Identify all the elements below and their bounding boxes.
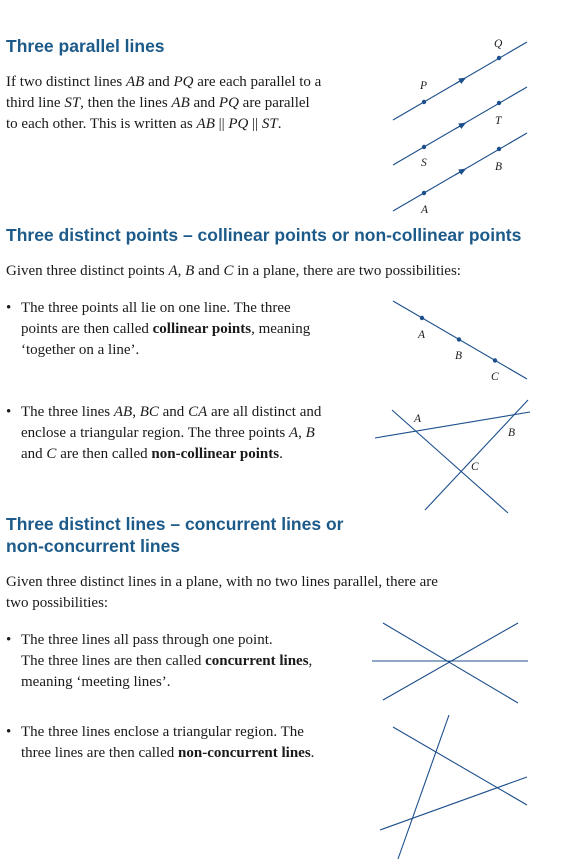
- bullet-non-collinear: [6, 402, 321, 465]
- parallel-lines-figure: [385, 35, 535, 220]
- bullet-concurrent: [6, 630, 312, 693]
- point-c: [493, 358, 497, 362]
- parallel-lines-paragraph: If two distinct lines AB and PQ are each parallel to a third line ST, then the lines AB and PQ are parallel to each other. This is written as AB || PQ || ST.: [6, 74, 322, 132]
- non-concurrent-line-2: [380, 777, 527, 830]
- collinear-points-figure: [385, 295, 535, 385]
- label-a: A: [418, 329, 426, 341]
- label-s: S: [421, 157, 427, 169]
- distinct-points-intro: Given three distinct points A, B and C in a plane, there are two possibilities:: [6, 263, 461, 279]
- section-heading-parallel-lines: Three parallel lines: [6, 36, 165, 56]
- label-p: P: [420, 80, 428, 92]
- point-b: [457, 337, 461, 341]
- bullet-text: The three lines AB, BC and CA are all distinct and enclose a triangular region. The three points A, B and C are then called non-collinear points.: [21, 404, 322, 462]
- bullet-collinear: [6, 298, 310, 361]
- section-heading-distinct-points: Three distinct points – collinear points or non-collinear points: [6, 225, 522, 245]
- point-a: [420, 316, 424, 320]
- point-b: [497, 147, 501, 151]
- concurrent-lines-figure: [368, 618, 533, 708]
- bullet-text: The three lines enclose a triangular region. The three lines are then called non-concurrent lines.: [21, 724, 315, 761]
- label-a: A: [414, 413, 422, 425]
- bullet-text: The three lines all pass through one point. The three lines are then called concurrent lines, meaning ‘meeting lines’.: [21, 632, 313, 690]
- bullet-non-concurrent: [6, 722, 314, 764]
- distinct-lines-intro: Given three distinct lines in a plane, with no two lines parallel, there are two possibilities:: [6, 574, 438, 611]
- non-collinear-points-figure: [370, 400, 535, 515]
- section-heading-distinct-lines: Three distinct lines – concurrent lines or non-concurrent lines: [6, 514, 344, 556]
- point-p: [422, 100, 426, 104]
- point-a: [422, 191, 426, 195]
- bullet-dot: •: [6, 724, 12, 740]
- point-q: [497, 56, 501, 60]
- non-concurrent-lines-figure: [375, 712, 535, 862]
- label-c: C: [491, 371, 499, 383]
- bullet-dot: •: [6, 632, 12, 648]
- bullet-dot: •: [6, 404, 12, 420]
- non-concurrent-line-3: [398, 715, 449, 859]
- label-t: T: [495, 115, 502, 127]
- bullet-dot: •: [6, 300, 12, 316]
- non-concurrent-line-1: [393, 727, 527, 805]
- label-c: C: [471, 461, 479, 473]
- line-bc: [425, 400, 528, 510]
- point-s: [422, 145, 426, 149]
- label-q: Q: [494, 38, 503, 50]
- label-b: B: [455, 350, 463, 362]
- label-b: B: [495, 161, 503, 173]
- bullet-text: The three points all lie on one line. The three points are then called collinear points, meaning ‘together on a line’.: [21, 300, 311, 358]
- point-t: [497, 101, 501, 105]
- label-b: B: [508, 427, 516, 439]
- label-a: A: [421, 204, 429, 216]
